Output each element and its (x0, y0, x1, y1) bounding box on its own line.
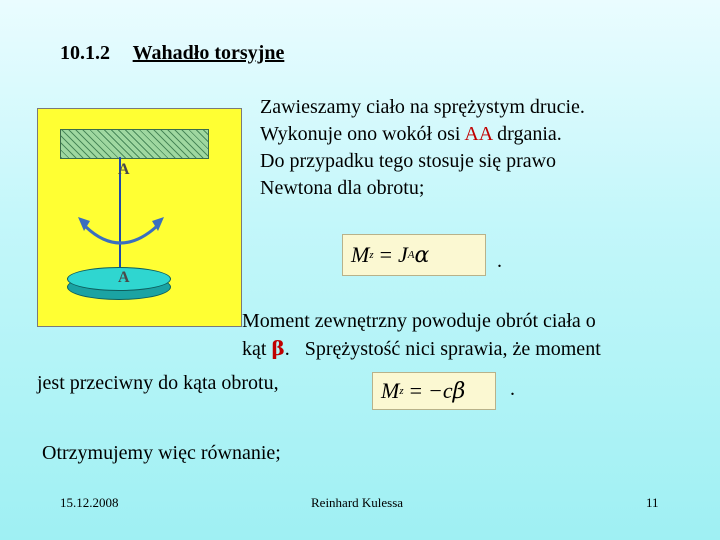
final-line: Otrzymujemy więc równanie; (42, 442, 281, 464)
moment-paragraph (242, 308, 601, 363)
intro-line-2-b: drgania. (492, 123, 562, 145)
formula1-op: = (379, 242, 393, 267)
intro-line-3: Do przypadku tego stosuje się prawo (260, 150, 557, 172)
axis-label-top: A (118, 161, 130, 178)
footer-date: 15.12.2008 (60, 495, 119, 510)
slide-title (60, 42, 284, 65)
formula2-rhs: −c (428, 378, 453, 403)
torsion-pendulum-figure (37, 108, 242, 327)
formula1-trailing-dot: . (497, 250, 502, 272)
moment-line-3: jest przeciwny do kąta obrotu, (37, 372, 279, 394)
newton-rotation-formula (342, 234, 486, 276)
spring-moment-formula (372, 372, 496, 410)
moment-line-1: Moment zewnętrzny powoduje obrót ciała o (242, 310, 596, 332)
section-name: Wahadło torsyjne (132, 42, 285, 64)
formula1-alpha: α (414, 242, 430, 268)
formula2-op: = (409, 378, 423, 403)
formula1-rhs-sub: A (407, 249, 415, 261)
formula2-trailing-dot: . (510, 378, 515, 400)
section-number: 10.1.2 (60, 42, 110, 64)
formula2-lhs: M (381, 378, 400, 403)
axis-name: AA (464, 123, 493, 145)
formula1-lhs: M (351, 242, 370, 267)
formula1-rhs: J (398, 242, 408, 267)
intro-line-1: Zawieszamy ciało na sprężystym drucie. (260, 96, 585, 118)
axis-label-bottom: A (118, 269, 130, 286)
formula2-lhs-sub: z (399, 385, 404, 397)
formula1-lhs-sub: z (369, 249, 374, 261)
formula2-beta: β (452, 378, 466, 404)
intro-paragraph (260, 94, 585, 202)
intro-line-2-a: Wykonuje ono wokół osi (260, 123, 465, 145)
intro-line-4: Newtona dla obrotu; (260, 177, 425, 199)
footer-author: Reinhard Kulessa (311, 495, 404, 510)
beta-symbol: β (271, 336, 285, 360)
moment-line-2-a: kąt (242, 338, 272, 360)
moment-line-2-b: . Sprężystość nici sprawia, że moment (284, 338, 601, 360)
rotation-arrow-icon (38, 109, 241, 326)
footer-page-number: 11 (646, 495, 659, 510)
